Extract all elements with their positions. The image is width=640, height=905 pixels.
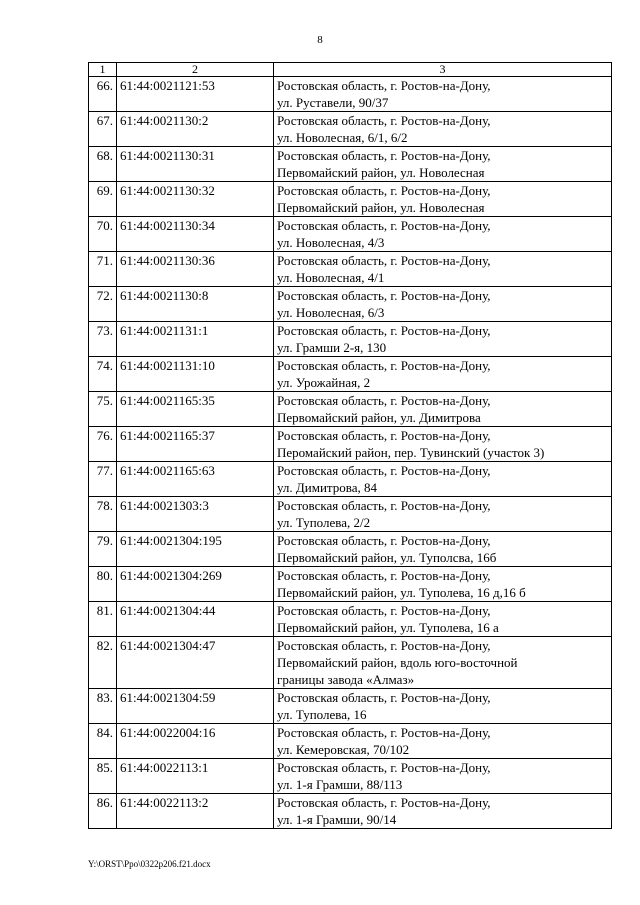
address-line: Ростовская область, г. Ростов-на-Дону, — [277, 323, 491, 338]
header-col-3: 3 — [274, 63, 612, 77]
row-number: 69. — [89, 182, 117, 217]
address-line: Ростовская область, г. Ростов-на-Дону, — [277, 690, 491, 705]
address-cell — [274, 497, 612, 532]
row-number: 74. — [89, 357, 117, 392]
address-line: ул. 1-я Грамши, 88/113 — [277, 777, 403, 792]
row-number: 76. — [89, 427, 117, 462]
address-line: Ростовская область, г. Ростов-на-Дону, — [277, 463, 491, 478]
table-row — [89, 637, 612, 689]
row-number: 86. — [89, 794, 117, 829]
address-cell — [274, 217, 612, 252]
address-line: Первомайский район, вдоль юго-восточной — [277, 655, 518, 670]
address-line: Первомайский район, ул. Димитрова — [277, 410, 481, 425]
row-number: 72. — [89, 287, 117, 322]
address-cell — [274, 112, 612, 147]
address-line: Ростовская область, г. Ростов-на-Дону, — [277, 725, 491, 740]
table-row — [89, 462, 612, 497]
row-number: 85. — [89, 759, 117, 794]
address-line: ул. Димитрова, 84 — [277, 480, 378, 495]
cadastral-number: 61:44:0021130:36 — [117, 252, 274, 287]
address-cell — [274, 637, 612, 689]
address-cell — [274, 392, 612, 427]
address-line: Ростовская область, г. Ростов-на-Дону, — [277, 428, 491, 443]
row-number: 73. — [89, 322, 117, 357]
cadastral-number: 61:44:0021130:32 — [117, 182, 274, 217]
row-number: 80. — [89, 567, 117, 602]
cadastral-number: 61:44:0021304:59 — [117, 689, 274, 724]
table-row — [89, 532, 612, 567]
header-col-1: 1 — [89, 63, 117, 77]
address-line: Ростовская область, г. Ростов-на-Дону, — [277, 218, 491, 233]
file-path-footer: Y:\ORST\Ppo\0322p206.f21.docx — [88, 859, 211, 869]
table-row — [89, 759, 612, 794]
address-cell — [274, 689, 612, 724]
cadastral-number: 61:44:0021303:3 — [117, 497, 274, 532]
address-line: Ростовская область, г. Ростов-на-Дону, — [277, 253, 491, 268]
table-row — [89, 322, 612, 357]
cadastral-number: 61:44:0021165:37 — [117, 427, 274, 462]
table-row — [89, 252, 612, 287]
address-cell — [274, 77, 612, 112]
table-row — [89, 77, 612, 112]
row-number: 66. — [89, 77, 117, 112]
address-line: Ростовская область, г. Ростов-на-Дону, — [277, 288, 491, 303]
address-cell — [274, 427, 612, 462]
address-line: границы завода «Алмаз» — [277, 672, 415, 687]
address-cell — [274, 357, 612, 392]
cadastral-number: 61:44:0021121:53 — [117, 77, 274, 112]
address-line: ул. Туполева, 16 — [277, 707, 367, 722]
address-cell — [274, 252, 612, 287]
address-cell — [274, 182, 612, 217]
address-line: Первомайский район, ул. Туполева, 16 а — [277, 620, 499, 635]
address-line: ул. Грамши 2-я, 130 — [277, 340, 387, 355]
address-line: Ростовская область, г. Ростов-на-Дону, — [277, 568, 491, 583]
address-line: Перомайский район, пер. Тувинский (участок 3) — [277, 445, 545, 460]
address-line: Ростовская область, г. Ростов-на-Дону, — [277, 183, 491, 198]
row-number: 67. — [89, 112, 117, 147]
table-row — [89, 392, 612, 427]
row-number: 84. — [89, 724, 117, 759]
cadastral-number: 61:44:0021304:195 — [117, 532, 274, 567]
cadastral-number: 61:44:0022004:16 — [117, 724, 274, 759]
address-line: ул. Урожайная, 2 — [277, 375, 371, 390]
row-number: 68. — [89, 147, 117, 182]
address-cell — [274, 794, 612, 829]
table-row — [89, 287, 612, 322]
table-row — [89, 112, 612, 147]
row-number: 78. — [89, 497, 117, 532]
row-number: 82. — [89, 637, 117, 689]
address-line: Ростовская область, г. Ростов-на-Дону, — [277, 638, 491, 653]
table-row — [89, 497, 612, 532]
table-row — [89, 182, 612, 217]
address-line: Первомайский район, ул. Новолесная — [277, 200, 485, 215]
address-cell — [274, 567, 612, 602]
address-line: Первомайский район, ул. Новолесная — [277, 165, 485, 180]
cadastral-number: 61:44:0022113:1 — [117, 759, 274, 794]
table-row — [89, 567, 612, 602]
address-line: Ростовская область, г. Ростов-на-Дону, — [277, 498, 491, 513]
row-number: 81. — [89, 602, 117, 637]
table-body — [89, 77, 612, 829]
cadastral-number: 61:44:0021304:269 — [117, 567, 274, 602]
table-row — [89, 217, 612, 252]
cadastral-number: 61:44:0021130:8 — [117, 287, 274, 322]
cadastral-number: 61:44:0021304:44 — [117, 602, 274, 637]
cadastral-number: 61:44:0021130:2 — [117, 112, 274, 147]
table-header-row — [89, 63, 612, 77]
row-number: 70. — [89, 217, 117, 252]
address-line: ул. Руставели, 90/37 — [277, 95, 389, 110]
address-line: Ростовская область, г. Ростов-на-Дону, — [277, 760, 491, 775]
row-number: 79. — [89, 532, 117, 567]
address-line: Ростовская область, г. Ростов-на-Дону, — [277, 795, 491, 810]
address-cell — [274, 322, 612, 357]
address-line: ул. Новолесная, 4/3 — [277, 235, 385, 250]
address-cell — [274, 759, 612, 794]
address-cell — [274, 147, 612, 182]
header-col-2: 2 — [117, 63, 274, 77]
address-line: ул. Новолесная, 4/1 — [277, 270, 385, 285]
address-line: ул. Туполева, 2/2 — [277, 515, 371, 530]
cadastral-number: 61:44:0021130:34 — [117, 217, 274, 252]
table-row — [89, 147, 612, 182]
table-row — [89, 602, 612, 637]
address-line: Ростовская область, г. Ростов-на-Дону, — [277, 148, 491, 163]
cadastral-number: 61:44:0021165:35 — [117, 392, 274, 427]
cadastral-number: 61:44:0021304:47 — [117, 637, 274, 689]
cadastral-number: 61:44:0021131:10 — [117, 357, 274, 392]
address-line: Первомайский район, ул. Туполсва, 16б — [277, 550, 497, 565]
address-cell — [274, 462, 612, 497]
address-cell — [274, 602, 612, 637]
address-line: Ростовская область, г. Ростов-на-Дону, — [277, 113, 491, 128]
address-line: Ростовская область, г. Ростов-на-Дону, — [277, 533, 491, 548]
land-plot-table — [88, 62, 612, 829]
row-number: 71. — [89, 252, 117, 287]
address-cell — [274, 287, 612, 322]
cadastral-number: 61:44:0022113:2 — [117, 794, 274, 829]
table-row — [89, 427, 612, 462]
address-line: Ростовская область, г. Ростов-на-Дону, — [277, 78, 491, 93]
table-row — [89, 794, 612, 829]
address-cell — [274, 532, 612, 567]
cadastral-number: 61:44:0021165:63 — [117, 462, 274, 497]
address-line: ул. Новолесная, 6/3 — [277, 305, 385, 320]
table-row — [89, 689, 612, 724]
table-row — [89, 724, 612, 759]
address-line: Первомайский район, ул. Туполева, 16 д,16 б — [277, 585, 526, 600]
page-number: 8 — [317, 34, 323, 46]
address-line: ул. 1-я Грамши, 90/14 — [277, 812, 397, 827]
row-number: 75. — [89, 392, 117, 427]
address-line: ул. Кемеровская, 70/102 — [277, 742, 410, 757]
address-line: Ростовская область, г. Ростов-на-Дону, — [277, 393, 491, 408]
address-line: ул. Новолесная, 6/1, 6/2 — [277, 130, 408, 145]
address-line: Ростовская область, г. Ростов-на-Дону, — [277, 603, 491, 618]
table-row — [89, 357, 612, 392]
cadastral-number: 61:44:0021130:31 — [117, 147, 274, 182]
row-number: 83. — [89, 689, 117, 724]
cadastral-number: 61:44:0021131:1 — [117, 322, 274, 357]
address-cell — [274, 724, 612, 759]
row-number: 77. — [89, 462, 117, 497]
address-line: Ростовская область, г. Ростов-на-Дону, — [277, 358, 491, 373]
